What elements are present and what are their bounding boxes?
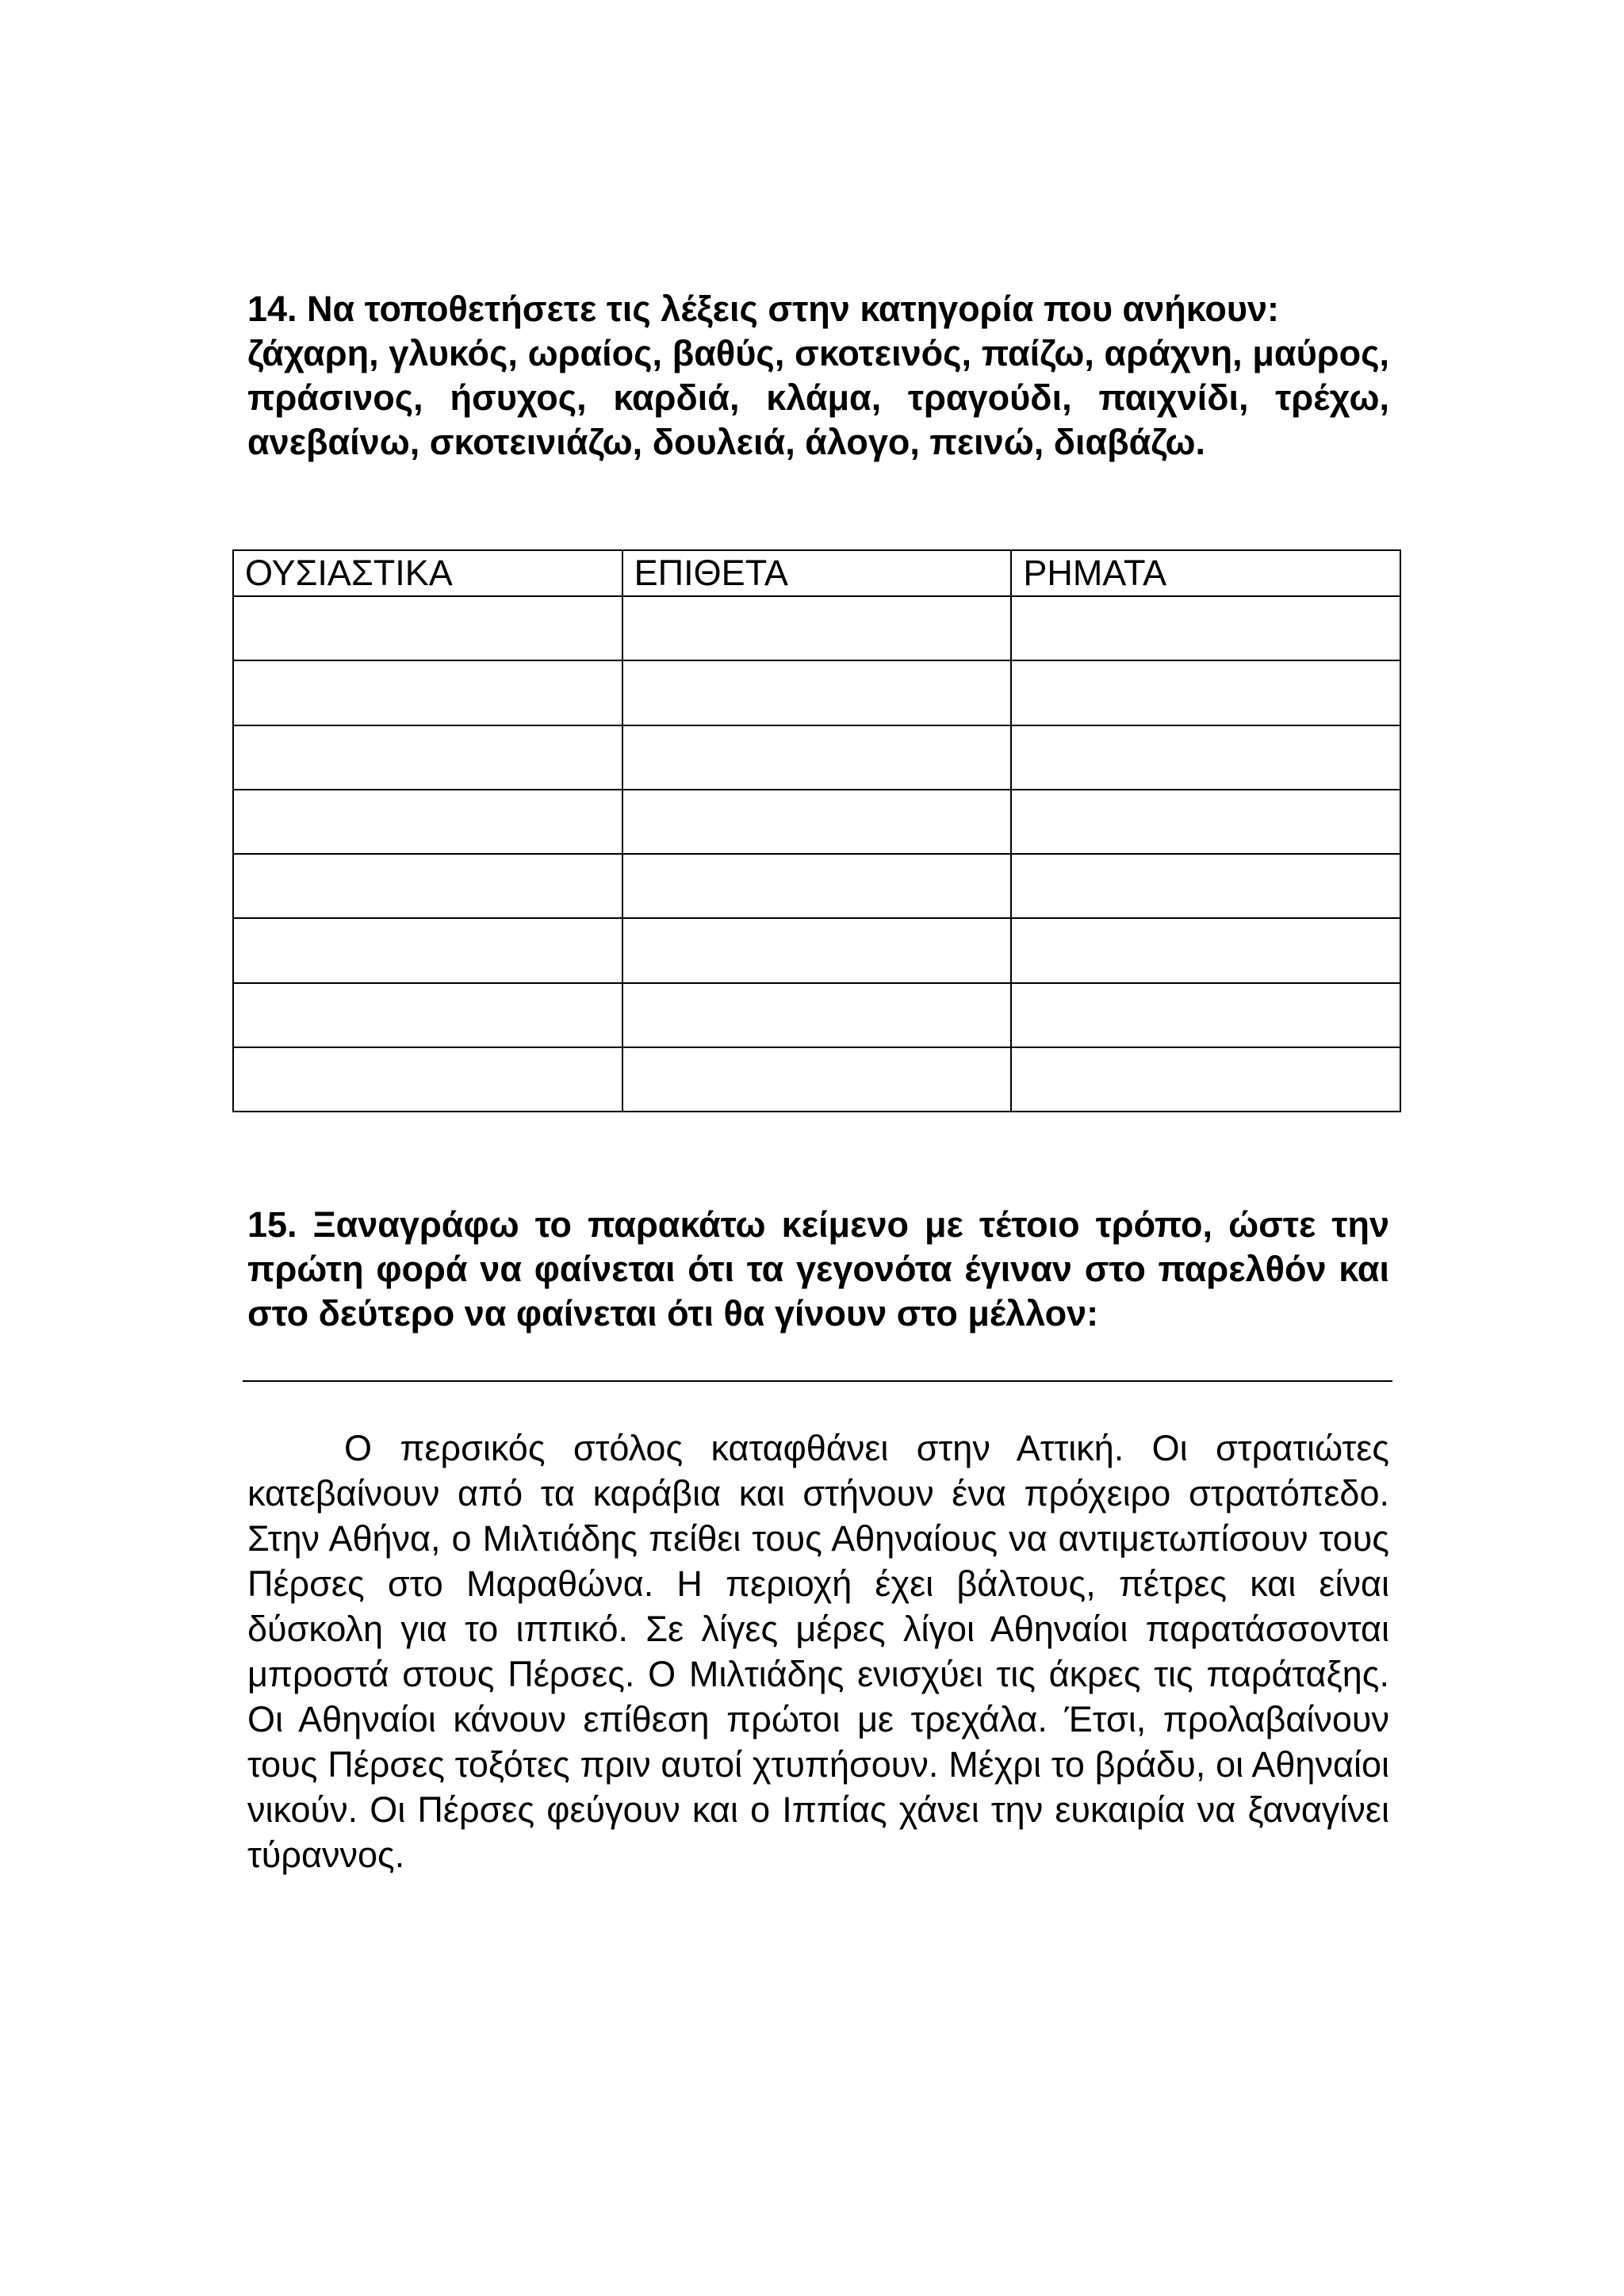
table-cell[interactable] [622, 983, 1012, 1047]
question-14 [247, 287, 1389, 465]
table-cell[interactable] [622, 1047, 1012, 1112]
table-header-row [233, 550, 1400, 596]
header-adjectives: ΕΠΙΘΕΤΑ [622, 550, 1012, 596]
question-15-title: 15. Ξαναγράφω το παρακάτω κείμενο με τέτοιο τρόπο, ώστε την πρώτη φορά να φαίνεται ότι τα γεγονότα έγιναν στο παρελθόν και στο δεύτερο να φαίνεται ότι θα γίνουν στο μέλλον: [247, 1204, 1389, 1334]
table-cell[interactable] [622, 790, 1012, 854]
question-15 [247, 1203, 1389, 1336]
table-cell[interactable] [233, 983, 622, 1047]
question-15-underline [243, 1380, 1392, 1382]
table-row [233, 660, 1400, 725]
table-row [233, 918, 1400, 982]
table-row [233, 790, 1400, 854]
question-14-word-list: ζάχαρη, γλυκός, ωραίος, βαθύς, σκοτεινός, παίζω, αράχνη, μαύρος, πράσινος, ήσυχος, καρδιά, κλάμα, τραγούδι, παιχνίδι, τρέχω, ανεβαίνω, σκοτεινιάζω, δουλειά, άλογο, πεινώ, διαβάζω. [247, 333, 1389, 462]
table-cell[interactable] [233, 1047, 622, 1112]
table-row [233, 596, 1400, 660]
categories-table [232, 549, 1401, 1112]
table-cell[interactable] [233, 790, 622, 854]
table-cell[interactable] [1011, 1047, 1400, 1112]
table-cell[interactable] [233, 918, 622, 982]
header-nouns: ΟΥΣΙΑΣΤΙΚΑ [233, 550, 622, 596]
question-15-passage: Ο περσικός στόλος καταφθάνει στην Αττική. Οι στρατιώτες κατεβαίνουν από τα καράβια και στήνουν ένα πρόχειρο στρατόπεδο. Στην Αθήνα, ο Μιλτιάδης πείθει τους Αθηναίους να αντιμετωπίσουν τους Πέρσες στο Μαραθώνα. Η περιοχή έχει βάλτους, πέτρες και είναι δύσκολη για το ιππικό. Σε λίγες μέρες λίγοι Αθηναίοι παρατάσσονται μπροστά στους Πέρσες. Ο Μιλτιάδης ενισχύει τις άκρες τις παράταξης. Οι Αθηναίοι κάνουν επίθεση πρώτοι με τρεχάλα. Έτσι, προλαβαίνουν τους Πέρσες τοξότες πριν αυτοί χτυπήσουν. Μέχρι το βράδυ, οι Αθηναίοι νικούν. Οι Πέρσες φεύγουν και ο Ιππίας χάνει την ευκαιρία να ξαναγίνει τύραννος. [247, 1428, 1389, 1875]
question-14-title: 14. Να τοποθετήσετε τις λέξεις στην κατηγορία που ανήκουν: [247, 289, 1280, 329]
table-cell[interactable] [1011, 660, 1400, 725]
table-cell[interactable] [233, 660, 622, 725]
table-cell[interactable] [233, 725, 622, 790]
table-cell[interactable] [622, 918, 1012, 982]
table-cell[interactable] [1011, 983, 1400, 1047]
table-cell[interactable] [1011, 854, 1400, 918]
table-cell[interactable] [1011, 725, 1400, 790]
table-cell[interactable] [1011, 596, 1400, 660]
table-cell[interactable] [622, 725, 1012, 790]
table-row [233, 1047, 1400, 1112]
header-verbs: ΡΗΜΑΤΑ [1011, 550, 1400, 596]
table-cell[interactable] [233, 596, 622, 660]
table-cell[interactable] [233, 854, 622, 918]
table-row [233, 854, 1400, 918]
table-cell[interactable] [622, 596, 1012, 660]
table-cell[interactable] [1011, 918, 1400, 982]
table-cell[interactable] [622, 854, 1012, 918]
table-cell[interactable] [1011, 790, 1400, 854]
table-cell[interactable] [622, 660, 1012, 725]
table-row [233, 983, 1400, 1047]
table-row [233, 725, 1400, 790]
